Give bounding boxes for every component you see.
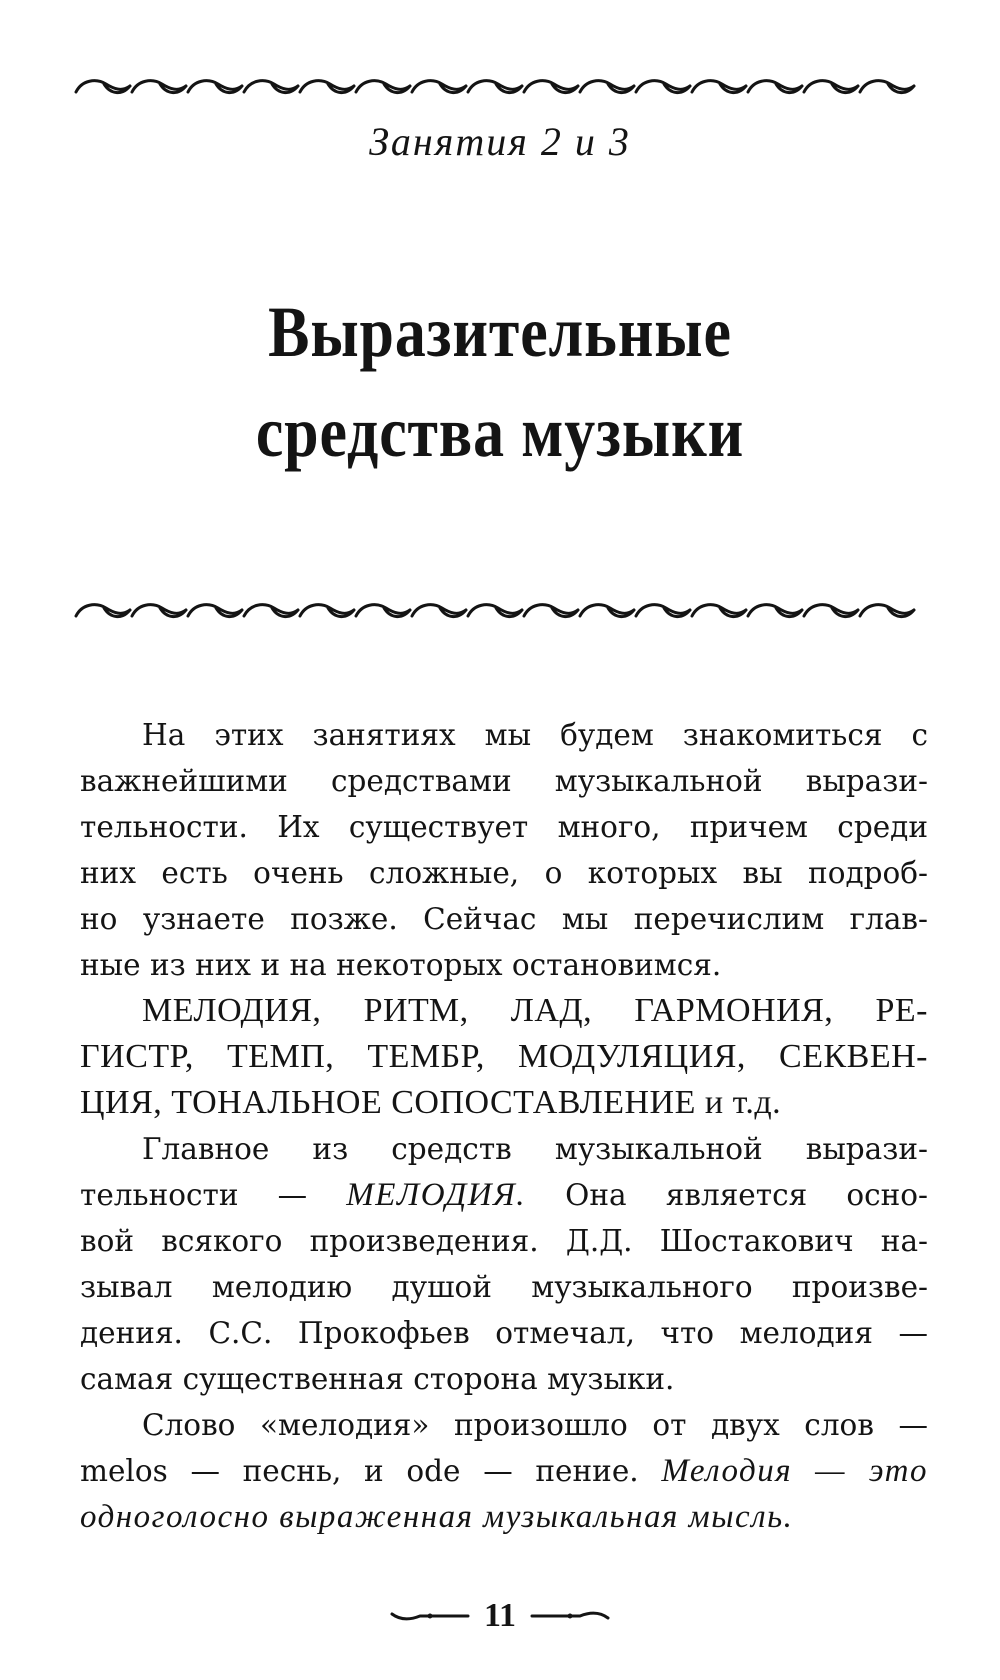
- text-line: [80, 1448, 928, 1494]
- text-line: МЕЛОДИЯ, РИТМ, ЛАД, ГАРМОНИЯ, РЕ-: [142, 992, 928, 1029]
- emphasis-definition: Мелодия — это: [661, 1453, 928, 1489]
- ornament-top-divider: [74, 72, 926, 100]
- chapter-title-line-1: Выразительные: [268, 292, 732, 372]
- text-fragment: Она является осно-: [526, 1178, 929, 1212]
- text-line: Главное из средств музыкальной вырази-: [142, 1132, 928, 1166]
- text-line: зывал мелодию душой музыкального произве-: [80, 1270, 928, 1304]
- wave-ornament-icon: [74, 72, 926, 100]
- page-number: 11: [483, 1597, 517, 1634]
- wave-ornament-icon: [74, 596, 926, 624]
- text-line: ЦИЯ, ТОНАЛЬНОЕ СОПОСТАВЛЕНИЕ и т.д.: [80, 1084, 782, 1121]
- left-flourish-icon: [390, 1606, 470, 1626]
- ornament-bottom-divider: [74, 596, 926, 624]
- text-line-definition: одноголосно выраженная музыкальная мысль.: [80, 1499, 794, 1535]
- text-line: На этих занятиях мы будем знакомиться с: [142, 718, 928, 752]
- text-line: Слово «мелодия» произошло от двух слов —: [142, 1408, 928, 1442]
- text-fragment: тельности —: [80, 1178, 347, 1212]
- paragraph-means-list: [80, 988, 928, 1126]
- body-text: [80, 712, 928, 1540]
- text-line: ГИСТР, ТЕМП, ТЕМБР, МОДУЛЯЦИЯ, СЕКВЕН-: [80, 1038, 928, 1075]
- chapter-title-line-2: средства музыки: [255, 392, 745, 472]
- lesson-label: Занятия 2 и 3: [369, 119, 631, 164]
- chapter-title: [70, 282, 930, 482]
- right-flourish-icon: [530, 1606, 610, 1626]
- paragraph-melody: [80, 1126, 928, 1402]
- text-line: ные из них и на некоторых остановимся.: [80, 948, 722, 982]
- emphasis-melody: МЕЛОДИЯ.: [346, 1177, 527, 1213]
- paragraph-intro: [80, 712, 928, 988]
- page-footer: [0, 1596, 1000, 1636]
- text-line: них есть очень сложные, о которых вы подроб-: [80, 856, 928, 890]
- text-line: важнейшими средствами музыкальной вырази-: [80, 764, 928, 798]
- text-fragment: melos — песнь, и ode — пение.: [80, 1454, 662, 1488]
- text-line: вой всякого произведения. Д.Д. Шостакович на-: [80, 1224, 928, 1258]
- paragraph-definition: [80, 1402, 928, 1540]
- text-line: тельности. Их существует много, причем среди: [80, 810, 928, 844]
- text-line: самая существенная сторона музыки.: [80, 1362, 675, 1396]
- text-line: но узнаете позже. Сейчас мы перечислим глав-: [80, 902, 928, 936]
- text-line: дения. С.С. Прокофьев отмечал, что мелодия —: [80, 1316, 928, 1350]
- text-line: [80, 1172, 928, 1218]
